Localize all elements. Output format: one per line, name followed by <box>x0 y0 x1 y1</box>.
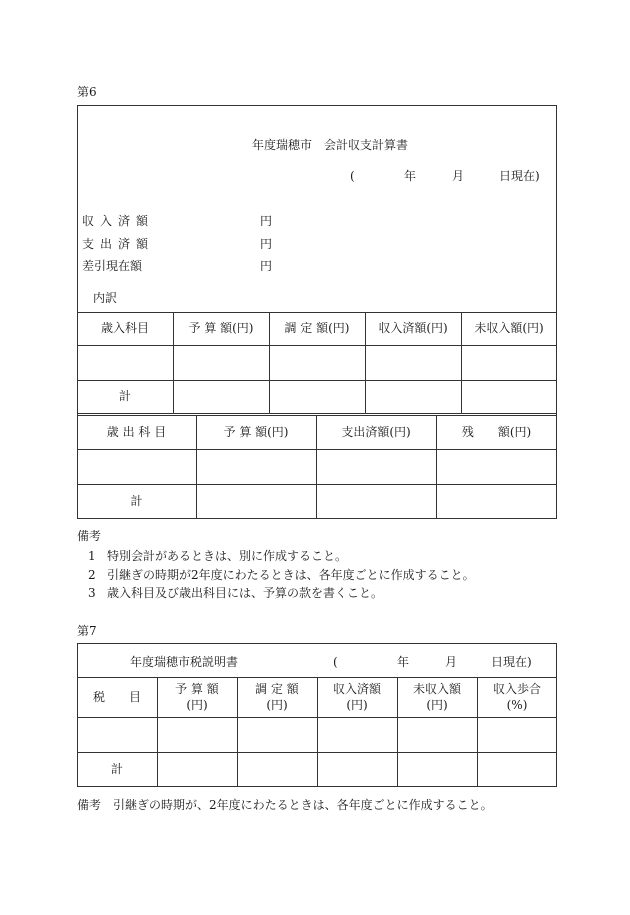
form7-note: 備考 引継ぎの時期が、2年度にわたるときは、各年度ごとに作成すること。 <box>77 798 493 812</box>
expense-header-budget: 予 算 額(円) <box>223 424 289 439</box>
revenue-header-uncollected: 未収入額(円) <box>474 321 544 336</box>
header-line2: (円) <box>186 698 208 712</box>
expense-total-label: 計 <box>130 494 143 509</box>
revenue-header-budget: 予 算 額(円) <box>188 321 254 336</box>
header-line2: (円) <box>266 698 288 712</box>
note-text: 歳入科目及び歳出科目には、予算の款を書くこと。 <box>107 586 384 600</box>
expense-header-paid: 支出済額(円) <box>341 424 411 439</box>
form6-breakdown-label: 内訳 <box>93 291 118 305</box>
date-paren-open: ( <box>350 169 355 183</box>
header-line1: 予 算 額 <box>175 681 219 696</box>
revenue-table-bottom-border <box>77 413 557 414</box>
note-text: 特別会計があるときは、別に作成すること。 <box>107 549 348 563</box>
date-year: 年 <box>404 169 417 183</box>
revenue-header-divider <box>77 345 557 346</box>
form7-date-paren-open: ( <box>333 655 338 669</box>
header-line2: (円) <box>426 698 448 712</box>
revenue-header-received: 収入済額(円) <box>378 321 448 336</box>
header-line2: (円) <box>346 698 368 712</box>
expense-header-divider <box>77 449 557 450</box>
summary-unit-received: 円 <box>260 214 273 228</box>
summary-label-paid: 支出済額 <box>82 237 155 251</box>
form7-header-assessed <box>237 677 317 717</box>
form7-date-month: 月 <box>445 655 458 669</box>
revenue-header-account: 歳入科目 <box>100 321 149 336</box>
form7-header-budget <box>157 677 237 717</box>
note-text: 引継ぎの時期が2年度にわたるときは、各年度ごとに作成すること。 <box>107 568 475 582</box>
summary-label-balance: 差引現在額 <box>82 259 143 273</box>
date-day: 日現在) <box>499 169 540 183</box>
form7-date-year: 年 <box>397 655 410 669</box>
revenue-total-label: 計 <box>118 389 131 404</box>
header-line1: 収入歩合 <box>492 681 541 696</box>
summary-unit-balance: 円 <box>260 259 273 273</box>
form7-date-day: 日現在) <box>491 655 532 669</box>
form7-label: 第7 <box>77 624 97 638</box>
form6-title: 年度瑞穂市 会計収支計算書 <box>252 138 409 152</box>
form7-header-received <box>317 677 397 717</box>
form6-notes-title: 備考 <box>77 529 102 543</box>
expense-header-account: 歳 出 科 目 <box>106 424 167 439</box>
date-month: 月 <box>452 169 465 183</box>
summary-label-received: 収入済額 <box>82 214 155 228</box>
note-number: 2 <box>88 568 96 582</box>
form7-title: 年度瑞穂市税説明書 <box>130 655 239 669</box>
revenue-header-assessed: 調 定 額(円) <box>284 321 350 336</box>
form7-header-collection-rate <box>477 677 557 717</box>
expense-header-remaining: 残 額(円) <box>461 424 532 439</box>
form6-label: 第6 <box>77 85 97 99</box>
header-line1: 調 定 額 <box>255 681 299 696</box>
form7-header-tax-item <box>77 677 157 717</box>
note-number: 3 <box>88 586 96 600</box>
header-line1: 税 目 <box>92 689 141 704</box>
summary-unit-paid: 円 <box>260 237 273 251</box>
header-line1: 収入済額 <box>332 681 381 696</box>
note-number: 1 <box>88 549 96 563</box>
header-line1: 未収入額 <box>412 681 461 696</box>
header-line2: (%) <box>506 698 528 712</box>
form7-header-uncollected <box>397 677 477 717</box>
form7-total-label: 計 <box>110 762 123 777</box>
